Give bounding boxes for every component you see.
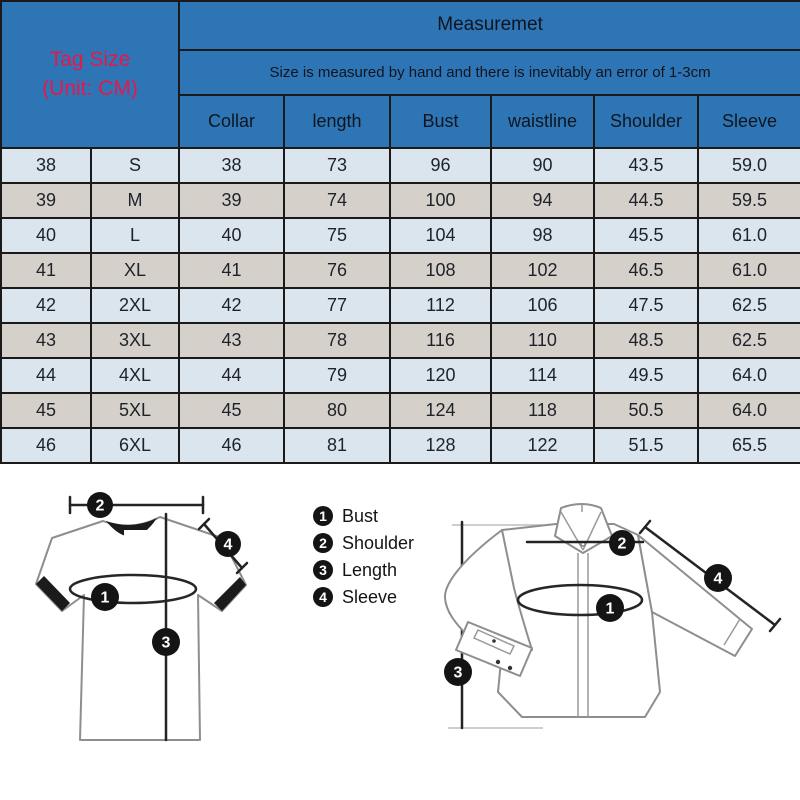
table-cell: 114 bbox=[491, 358, 594, 393]
table-cell: 102 bbox=[491, 253, 594, 288]
table-cell: 40 bbox=[1, 218, 91, 253]
svg-text:3: 3 bbox=[161, 634, 171, 652]
marker-badge-length bbox=[152, 628, 180, 656]
table-cell: 118 bbox=[491, 393, 594, 428]
legend-label: Length bbox=[342, 560, 398, 580]
table-cell: 116 bbox=[390, 323, 491, 358]
table-cell: 2XL bbox=[91, 288, 179, 323]
svg-text:1: 1 bbox=[100, 589, 110, 607]
table-cell: 108 bbox=[390, 253, 491, 288]
table-cell: 42 bbox=[179, 288, 284, 323]
table-cell: 64.0 bbox=[698, 393, 800, 428]
table-cell: 78 bbox=[284, 323, 390, 358]
table-cell: 45 bbox=[179, 393, 284, 428]
legend-label: Shoulder bbox=[342, 533, 415, 553]
table-cell: 46 bbox=[179, 428, 284, 463]
table-cell: 48.5 bbox=[594, 323, 698, 358]
measurement-diagrams bbox=[0, 464, 800, 800]
table-cell: 62.5 bbox=[698, 288, 800, 323]
measurement-legend bbox=[313, 506, 414, 607]
table-row bbox=[1, 148, 800, 183]
table-cell: 38 bbox=[1, 148, 91, 183]
table-cell: 64.0 bbox=[698, 358, 800, 393]
table-cell: 59.5 bbox=[698, 183, 800, 218]
table-cell: 81 bbox=[284, 428, 390, 463]
marker-badge-sleeve bbox=[215, 531, 241, 557]
svg-text:4: 4 bbox=[713, 570, 723, 588]
column-header-sleeve: Sleeve bbox=[698, 95, 800, 148]
table-title: Measuremet bbox=[179, 1, 800, 50]
table-cell: 44 bbox=[1, 358, 91, 393]
table-cell: 45.5 bbox=[594, 218, 698, 253]
circled-number-icon: 2 bbox=[313, 533, 333, 553]
table-cell: 6XL bbox=[91, 428, 179, 463]
legend-label: Sleeve bbox=[342, 587, 398, 607]
table-cell: 38 bbox=[179, 148, 284, 183]
table-cell: S bbox=[91, 148, 179, 183]
marker-badge-shoulder bbox=[609, 530, 635, 556]
table-cell: 120 bbox=[390, 358, 491, 393]
table-row bbox=[1, 183, 800, 218]
legend-item-shoulder bbox=[313, 533, 414, 553]
svg-text:2: 2 bbox=[617, 535, 627, 553]
table-cell: 49.5 bbox=[594, 358, 698, 393]
table-row bbox=[1, 323, 800, 358]
table-cell: 51.5 bbox=[594, 428, 698, 463]
marker-badge-bust bbox=[596, 594, 624, 622]
table-cell: 96 bbox=[390, 148, 491, 183]
legend-label: Bust bbox=[342, 506, 379, 526]
legend-item-length bbox=[313, 560, 414, 580]
table-cell: 62.5 bbox=[698, 323, 800, 358]
table-cell: M bbox=[91, 183, 179, 218]
table-cell: 61.0 bbox=[698, 218, 800, 253]
table-cell: 90 bbox=[491, 148, 594, 183]
table-cell: 50.5 bbox=[594, 393, 698, 428]
table-cell: 80 bbox=[284, 393, 390, 428]
cuff-button-icon bbox=[492, 639, 496, 643]
table-cell: 76 bbox=[284, 253, 390, 288]
table-cell: 106 bbox=[491, 288, 594, 323]
size-table-body bbox=[1, 148, 800, 463]
corner-cell bbox=[1, 1, 179, 148]
table-cell: 39 bbox=[1, 183, 91, 218]
table-cell: 59.0 bbox=[698, 148, 800, 183]
table-cell: 45 bbox=[1, 393, 91, 428]
legend-item-bust bbox=[313, 506, 414, 526]
table-note: Size is measured by hand and there is inevitably an error of 1-3cm bbox=[179, 50, 800, 96]
table-cell: 65.5 bbox=[698, 428, 800, 463]
tshirt-collar-label bbox=[124, 530, 147, 540]
table-cell: 77 bbox=[284, 288, 390, 323]
table-cell: 100 bbox=[390, 183, 491, 218]
table-cell: 124 bbox=[390, 393, 491, 428]
column-header-waistline: waistline bbox=[491, 95, 594, 148]
column-header-bust: Bust bbox=[390, 95, 491, 148]
corner-line2: (Unit: CM) bbox=[42, 76, 138, 100]
table-cell: 47.5 bbox=[594, 288, 698, 323]
table-row bbox=[1, 393, 800, 428]
table-cell: 73 bbox=[284, 148, 390, 183]
table-cell: 61.0 bbox=[698, 253, 800, 288]
table-cell: 74 bbox=[284, 183, 390, 218]
table-cell: 46 bbox=[1, 428, 91, 463]
table-cell: XL bbox=[91, 253, 179, 288]
circled-number-icon: 3 bbox=[313, 560, 333, 580]
column-header-collar: Collar bbox=[179, 95, 284, 148]
table-cell: 40 bbox=[179, 218, 284, 253]
table-cell: 128 bbox=[390, 428, 491, 463]
table-cell: 46.5 bbox=[594, 253, 698, 288]
table-cell: 110 bbox=[491, 323, 594, 358]
marker-badge-sleeve bbox=[704, 564, 732, 592]
table-row bbox=[1, 428, 800, 463]
marker-badge-shoulder bbox=[87, 492, 113, 518]
table-cell: 41 bbox=[179, 253, 284, 288]
table-row bbox=[1, 358, 800, 393]
table-cell: 43 bbox=[1, 323, 91, 358]
circled-number-icon: 4 bbox=[313, 587, 333, 607]
table-cell: 79 bbox=[284, 358, 390, 393]
svg-text:4: 4 bbox=[223, 536, 233, 554]
dress-shirt-diagram bbox=[444, 504, 780, 728]
table-cell: 44 bbox=[179, 358, 284, 393]
legend-item-sleeve bbox=[313, 587, 414, 607]
corner-line1: Tag Size bbox=[49, 48, 131, 72]
marker-badge-length bbox=[444, 658, 472, 686]
table-cell: 112 bbox=[390, 288, 491, 323]
table-cell: 43 bbox=[179, 323, 284, 358]
table-cell: 122 bbox=[491, 428, 594, 463]
table-cell: 41 bbox=[1, 253, 91, 288]
cuff-button-icon bbox=[496, 660, 500, 664]
tshirt-outline bbox=[36, 517, 246, 740]
table-cell: 104 bbox=[390, 218, 491, 253]
column-header-shoulder: Shoulder bbox=[594, 95, 698, 148]
table-cell: 42 bbox=[1, 288, 91, 323]
table-cell: 39 bbox=[179, 183, 284, 218]
cuff-button-icon bbox=[508, 666, 512, 670]
marker-badge-bust bbox=[91, 583, 119, 611]
table-cell: 3XL bbox=[91, 323, 179, 358]
table-cell: 44.5 bbox=[594, 183, 698, 218]
svg-text:2: 2 bbox=[95, 497, 105, 515]
column-header-length: length bbox=[284, 95, 390, 148]
table-cell: 98 bbox=[491, 218, 594, 253]
table-row bbox=[1, 288, 800, 323]
table-row bbox=[1, 218, 800, 253]
table-cell: 5XL bbox=[91, 393, 179, 428]
table-cell: L bbox=[91, 218, 179, 253]
table-row bbox=[1, 253, 800, 288]
table-cell: 4XL bbox=[91, 358, 179, 393]
table-cell: 94 bbox=[491, 183, 594, 218]
table-cell: 75 bbox=[284, 218, 390, 253]
circled-number-icon: 1 bbox=[313, 506, 333, 526]
svg-text:3: 3 bbox=[453, 664, 463, 682]
svg-text:1: 1 bbox=[605, 600, 615, 618]
tshirt-diagram bbox=[36, 492, 247, 740]
table-cell: 43.5 bbox=[594, 148, 698, 183]
